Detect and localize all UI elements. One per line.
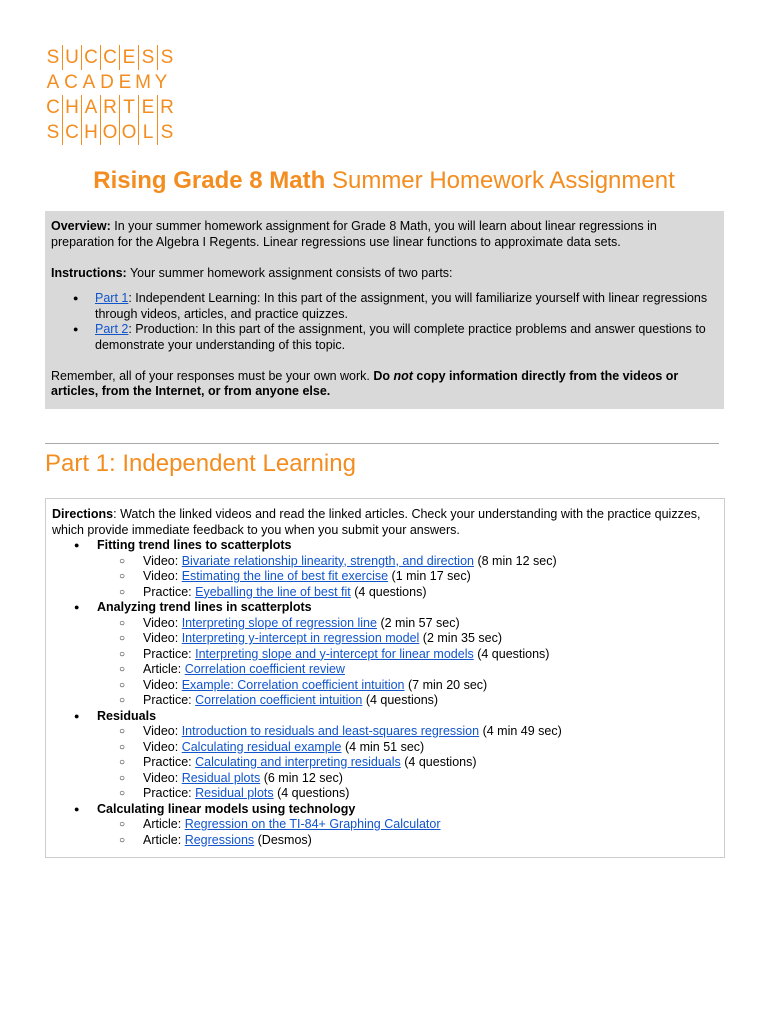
- resource-type: Article:: [143, 817, 185, 831]
- resource-link[interactable]: Calculating residual example: [181, 739, 342, 754]
- logo-letter: O: [120, 120, 139, 145]
- resource-note: (4 questions): [400, 755, 477, 769]
- resource-type: Video:: [143, 631, 182, 645]
- directions-paragraph: [52, 507, 718, 538]
- overview-paragraph: [51, 219, 718, 250]
- remember-text: Remember, all of your responses must be your own work.: [51, 368, 374, 383]
- resource-note: (2 min 35 sec): [419, 631, 502, 645]
- resource-note: (Desmos): [254, 832, 312, 847]
- logo-letter: E: [139, 95, 158, 120]
- resource-list: [97, 616, 718, 709]
- resource-item: [97, 647, 718, 663]
- part-1-link[interactable]: Part 1: [95, 291, 129, 305]
- resource-item: [97, 817, 718, 833]
- resource-item: [97, 693, 718, 709]
- logo-row: [44, 95, 176, 120]
- parts-list: [51, 291, 718, 353]
- logo-letter: A: [46, 72, 60, 93]
- logo-letter: S: [160, 47, 174, 68]
- overview-text: In your summer homework assignment for Grade 8 Math, you will learn about linear regressions in preparation for the Algebra I Regents. Linear regressions use linear functions to approximate data sets.: [51, 219, 657, 249]
- remember-bold-italic: not: [393, 368, 413, 383]
- resource-type: Video:: [143, 724, 182, 738]
- overview-panel: [45, 211, 724, 409]
- resource-type: Practice:: [143, 786, 196, 800]
- resource-item: [97, 554, 718, 570]
- logo-letter: S: [139, 45, 158, 70]
- resource-link[interactable]: Correlation coefficient intuition: [195, 693, 363, 707]
- school-logo: [44, 45, 176, 145]
- resource-link[interactable]: Regression on the TI-84+ Graphing Calculator: [184, 817, 441, 831]
- resource-list: [97, 724, 718, 802]
- resource-item: [97, 662, 718, 678]
- resource-link[interactable]: Residual plots: [181, 770, 261, 785]
- resource-link[interactable]: Estimating the line of best fit exercise: [181, 569, 389, 583]
- resource-item: [97, 786, 718, 802]
- part-2-description: : Production: In this part of the assignment, you will complete practice problems and answer questions to demonstrate your understanding of this topic.: [95, 322, 706, 352]
- resource-note: (6 min 12 sec): [260, 770, 343, 785]
- logo-letter: Y: [154, 72, 168, 93]
- resource-list: [97, 554, 718, 601]
- resource-note: (2 min 57 sec): [376, 615, 460, 630]
- resource-type: Video:: [143, 677, 182, 692]
- logo-letter: D: [100, 72, 114, 93]
- resource-type: Article:: [143, 662, 185, 676]
- topic-item: [52, 802, 718, 849]
- topic-title: ● Fitting trend lines to scatterplots: [97, 538, 292, 552]
- resource-item: [97, 569, 718, 585]
- directions-label: Directions: [52, 507, 114, 521]
- resource-list: [97, 817, 718, 848]
- part-1-description: : Independent Learning: In this part of the assignment, you will familiarize yourself with linear regressions through videos, articles, and practice quizzes.: [95, 291, 708, 321]
- resource-note: (8 min 12 sec): [474, 553, 557, 568]
- resource-type: Article:: [143, 832, 185, 847]
- resource-type: Practice:: [143, 693, 196, 707]
- page-title-bold: Rising Grade 8 Math: [93, 167, 326, 194]
- part-1-heading: Part 1: Independent Learning: [45, 450, 356, 477]
- resource-link[interactable]: Interpreting slope of regression line: [181, 615, 377, 630]
- resource-item: [97, 833, 718, 849]
- directions-text: : Watch the linked videos and read the linked articles. Check your understanding with the practice quizzes, which provide immediate feedback to you when you submit your answers.: [52, 507, 701, 537]
- logo-letter: S: [160, 122, 174, 143]
- resource-link[interactable]: Eyeballing the line of best fit: [195, 584, 351, 599]
- logo-letter: U: [63, 45, 82, 70]
- page-title: [0, 167, 768, 195]
- resource-item: [97, 616, 718, 632]
- instructions-paragraph: [51, 266, 718, 282]
- resource-type: Video:: [143, 553, 182, 568]
- resource-item: [97, 771, 718, 787]
- logo-letter: A: [82, 72, 96, 93]
- resource-link[interactable]: Bivariate relationship linearity, strength, and direction: [181, 553, 474, 568]
- resource-link[interactable]: Introduction to residuals and least-squares regression: [181, 724, 480, 738]
- list-item: [51, 291, 718, 322]
- resource-note: (4 questions): [273, 786, 350, 800]
- horizontal-divider: [45, 443, 719, 444]
- logo-letter: A: [82, 95, 101, 120]
- logo-letter: R: [160, 97, 174, 118]
- resource-note: (4 questions): [350, 584, 427, 599]
- resource-link[interactable]: Interpreting slope and y-intercept for linear models: [195, 646, 474, 661]
- resource-note: (4 questions): [473, 646, 550, 661]
- logo-letter: S: [44, 45, 63, 70]
- remember-bold-2: copy information directly from the videos or articles, from the Internet, or from anyone else.: [51, 368, 679, 398]
- resource-item: [97, 755, 718, 771]
- resource-type: Practice:: [143, 646, 196, 661]
- logo-letter: C: [101, 45, 120, 70]
- resource-item: [97, 740, 718, 756]
- part-2-link[interactable]: Part 2: [95, 322, 129, 336]
- remember-bold-1: Do: [373, 368, 394, 383]
- list-item: [51, 322, 718, 353]
- resource-type: Video:: [143, 739, 182, 754]
- topic-item: [52, 538, 718, 600]
- logo-letter: H: [63, 95, 82, 120]
- logo-letter: O: [101, 120, 120, 145]
- logo-letter: S: [44, 120, 63, 145]
- topic-list: [52, 538, 718, 848]
- instructions-label: Instructions:: [51, 265, 127, 280]
- resource-note: (4 min 51 sec): [341, 739, 425, 754]
- resource-link[interactable]: Interpreting y-intercept in regression model: [181, 631, 420, 645]
- resource-note: (7 min 20 sec): [404, 677, 488, 692]
- part-1-panel: [45, 498, 725, 858]
- page-title-rest: Summer Homework Assignment: [325, 167, 675, 194]
- resource-item: [97, 585, 718, 601]
- resource-item: [97, 631, 718, 647]
- logo-row: [44, 120, 176, 145]
- logo-letter: T: [120, 95, 139, 120]
- resource-link[interactable]: Correlation coefficient review: [184, 662, 345, 676]
- logo-letter: R: [101, 95, 120, 120]
- logo-letter: C: [64, 72, 78, 93]
- resource-type: Video:: [143, 770, 182, 785]
- resource-note: (1 min 17 sec): [388, 569, 471, 583]
- logo-letter: C: [82, 45, 101, 70]
- resource-link[interactable]: Residual plots: [195, 786, 274, 800]
- resource-type: Video:: [143, 569, 182, 583]
- instructions-text: Your summer homework assignment consists of two parts:: [126, 265, 453, 280]
- topic-item: [52, 709, 718, 802]
- resource-note: (4 min 49 sec): [479, 724, 562, 738]
- logo-letter: L: [139, 120, 158, 145]
- resource-note: (4 questions): [362, 693, 439, 707]
- logo-letter: E: [118, 72, 132, 93]
- topic-title: ● Residuals: [97, 708, 157, 723]
- resource-item: [97, 724, 718, 740]
- logo-letter: C: [44, 95, 63, 120]
- remember-paragraph: [51, 369, 718, 400]
- logo-letter: M: [135, 72, 151, 93]
- resource-item: [97, 678, 718, 694]
- logo-row: [44, 45, 176, 70]
- resource-type: Video:: [143, 615, 182, 630]
- logo-letter: H: [82, 120, 101, 145]
- logo-letter: C: [63, 120, 82, 145]
- logo-row: [44, 70, 176, 95]
- topic-title: ● Analyzing trend lines in scatterplots: [97, 600, 312, 614]
- resource-type: Practice:: [143, 584, 196, 599]
- resource-link[interactable]: Regressions: [184, 832, 255, 847]
- resource-type: Practice:: [143, 755, 196, 769]
- resource-link[interactable]: Calculating and interpreting residuals: [195, 755, 401, 769]
- topic-item: [52, 600, 718, 709]
- topic-title: ● Calculating linear models using technology: [97, 801, 356, 816]
- resource-link[interactable]: Example: Correlation coefficient intuition: [181, 677, 405, 692]
- logo-letter: E: [120, 45, 139, 70]
- overview-label: Overview:: [51, 219, 111, 233]
